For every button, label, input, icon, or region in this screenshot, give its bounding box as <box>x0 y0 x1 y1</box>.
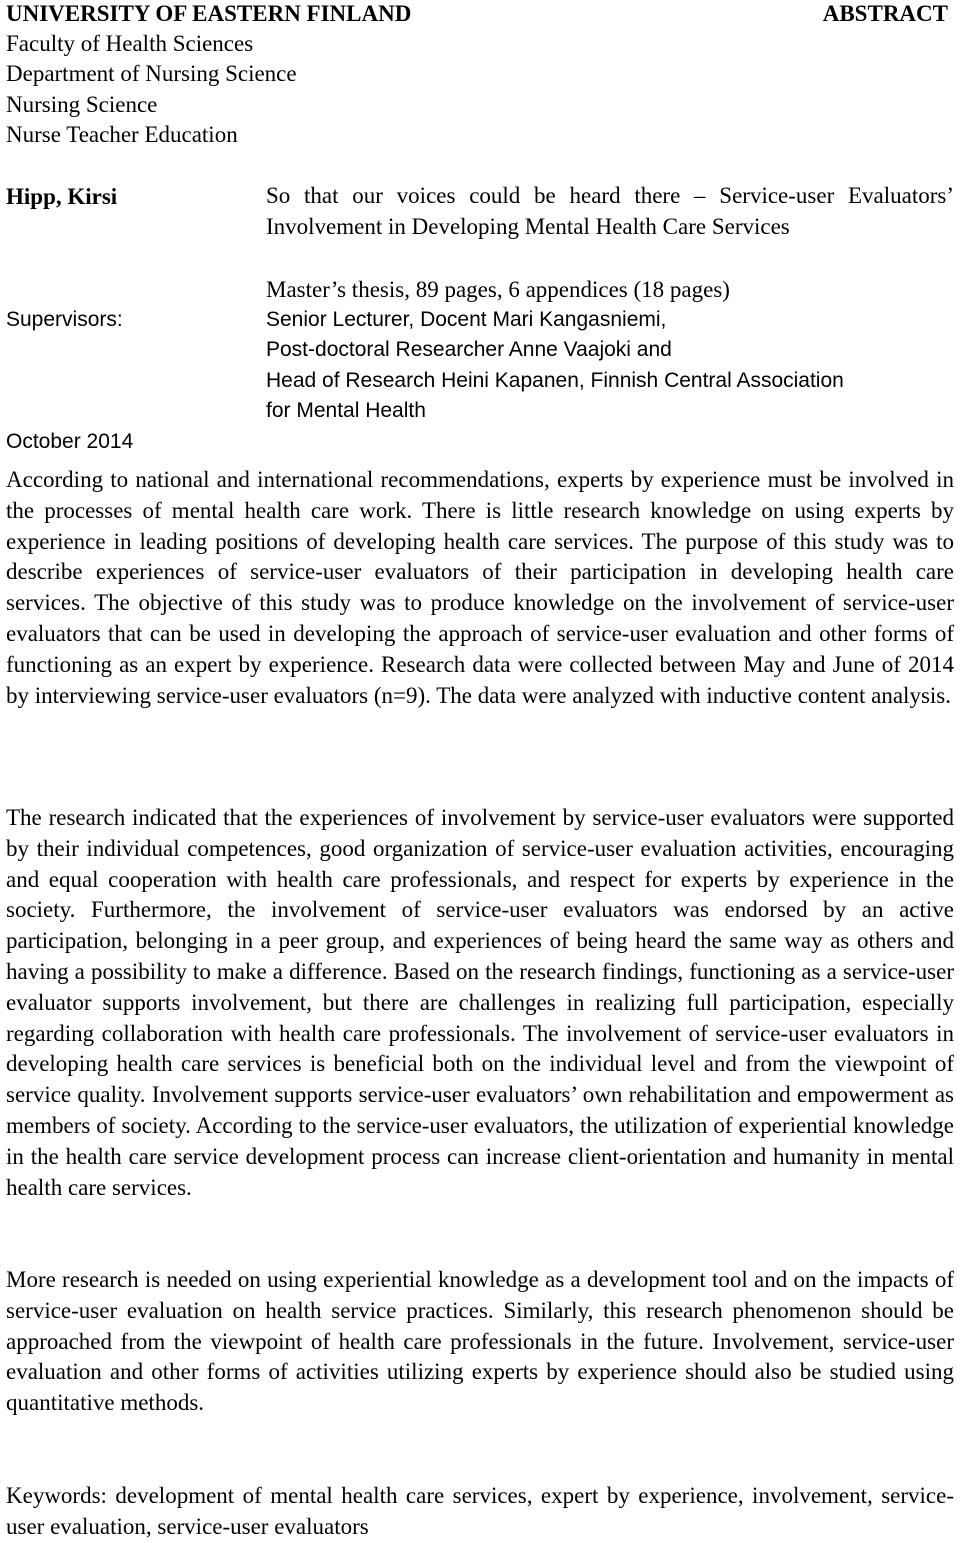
supervisor-1: Senior Lecturer, Docent Mari Kangasniemi, <box>266 308 667 331</box>
supervisor-3: Head of Research Heini Kapanen, Finnish Central Association <box>266 369 844 392</box>
thesis-title: So that our voices could be heard there – Service-user Evaluators’ Involvement in Developing Mental Health Care Services <box>266 183 954 239</box>
subject-name: Nursing Science <box>6 92 158 117</box>
keywords <box>6 1481 954 1543</box>
department-name: Department of Nursing Science <box>6 61 297 86</box>
thesis-details: Master’s thesis, 89 pages, 6 appendices (18 pages) <box>266 277 730 302</box>
programme-name: Nurse Teacher Education <box>6 122 238 147</box>
university-name: UNIVERSITY OF EASTERN FINLAND <box>6 1 412 26</box>
abstract-paragraph-3: More research is needed on using experiential knowledge as a development tool and on the impacts of service-user evaluation on health service practices. Similarly, this research phenomenon should be approached from the viewpoint of health care professionals in the future. Involvement, service-user evaluation and other forms of activities utilizing experts by experience should also be studied using quantitative methods. <box>6 1267 954 1416</box>
abstract-paragraph-2: The research indicated that the experiences of involvement by service-user evaluators were supported by their individual competences, good organization of service-user evaluation activities, encouraging and equal cooperation with health care professionals, and respect for experts by experience in the society. Furthermore, the involvement of service-user evaluators was endorsed by an active participation, belonging in a peer group, and experiences of being heard the same way as others and having a possibility to make a difference. Based on the research findings, functioning as a service-user evaluator supports involvement, but there are challenges in realizing full participation, especially regarding collaboration with health care professionals. The involvement of service-user evaluators in developing health care services is beneficial both on the individual level and from the viewpoint of service quality. Involvement supports service-user evaluators’ own rehabilitation and empowerment as members of society. According to the service-user evaluators, the utilization of experiential knowledge in the health care service development process can increase client-orientation and humanity in mental health care services. <box>6 805 954 1200</box>
supervisors-label: Supervisors: <box>6 308 123 331</box>
faculty-name: Faculty of Health Sciences <box>6 31 254 56</box>
thesis-date: October 2014 <box>6 430 134 453</box>
keywords-label: Keywords: <box>6 1483 107 1508</box>
supervisor-3-continued: for Mental Health <box>266 399 426 422</box>
author-name: Hipp, Kirsi <box>6 184 118 209</box>
section-heading: ABSTRACT <box>822 1 948 26</box>
supervisor-2: Post-doctoral Researcher Anne Vaajoki and <box>266 338 672 361</box>
thesis-title-block <box>266 181 954 243</box>
abstract-paragraph-1: According to national and international recommendations, experts by experience must be involved in the processes of mental health care work. There is little research knowledge on using experts by experience in leading positions of developing health care services. The purpose of this study was to describe experiences of service-user evaluators of their participation in developing health care services. The objective of this study was to produce knowledge on the involvement of service-user evaluators that can be used in developing the approach of service-user evaluation and other forms of functioning as an expert by experience. Research data were collected between May and June of 2014 by interviewing service-user evaluators (n=9). The data were analyzed with inductive content analysis. <box>6 467 954 708</box>
keywords-text: development of mental health care services, expert by experience, involvement, service-user evaluation, service-user evaluators <box>6 1483 955 1539</box>
